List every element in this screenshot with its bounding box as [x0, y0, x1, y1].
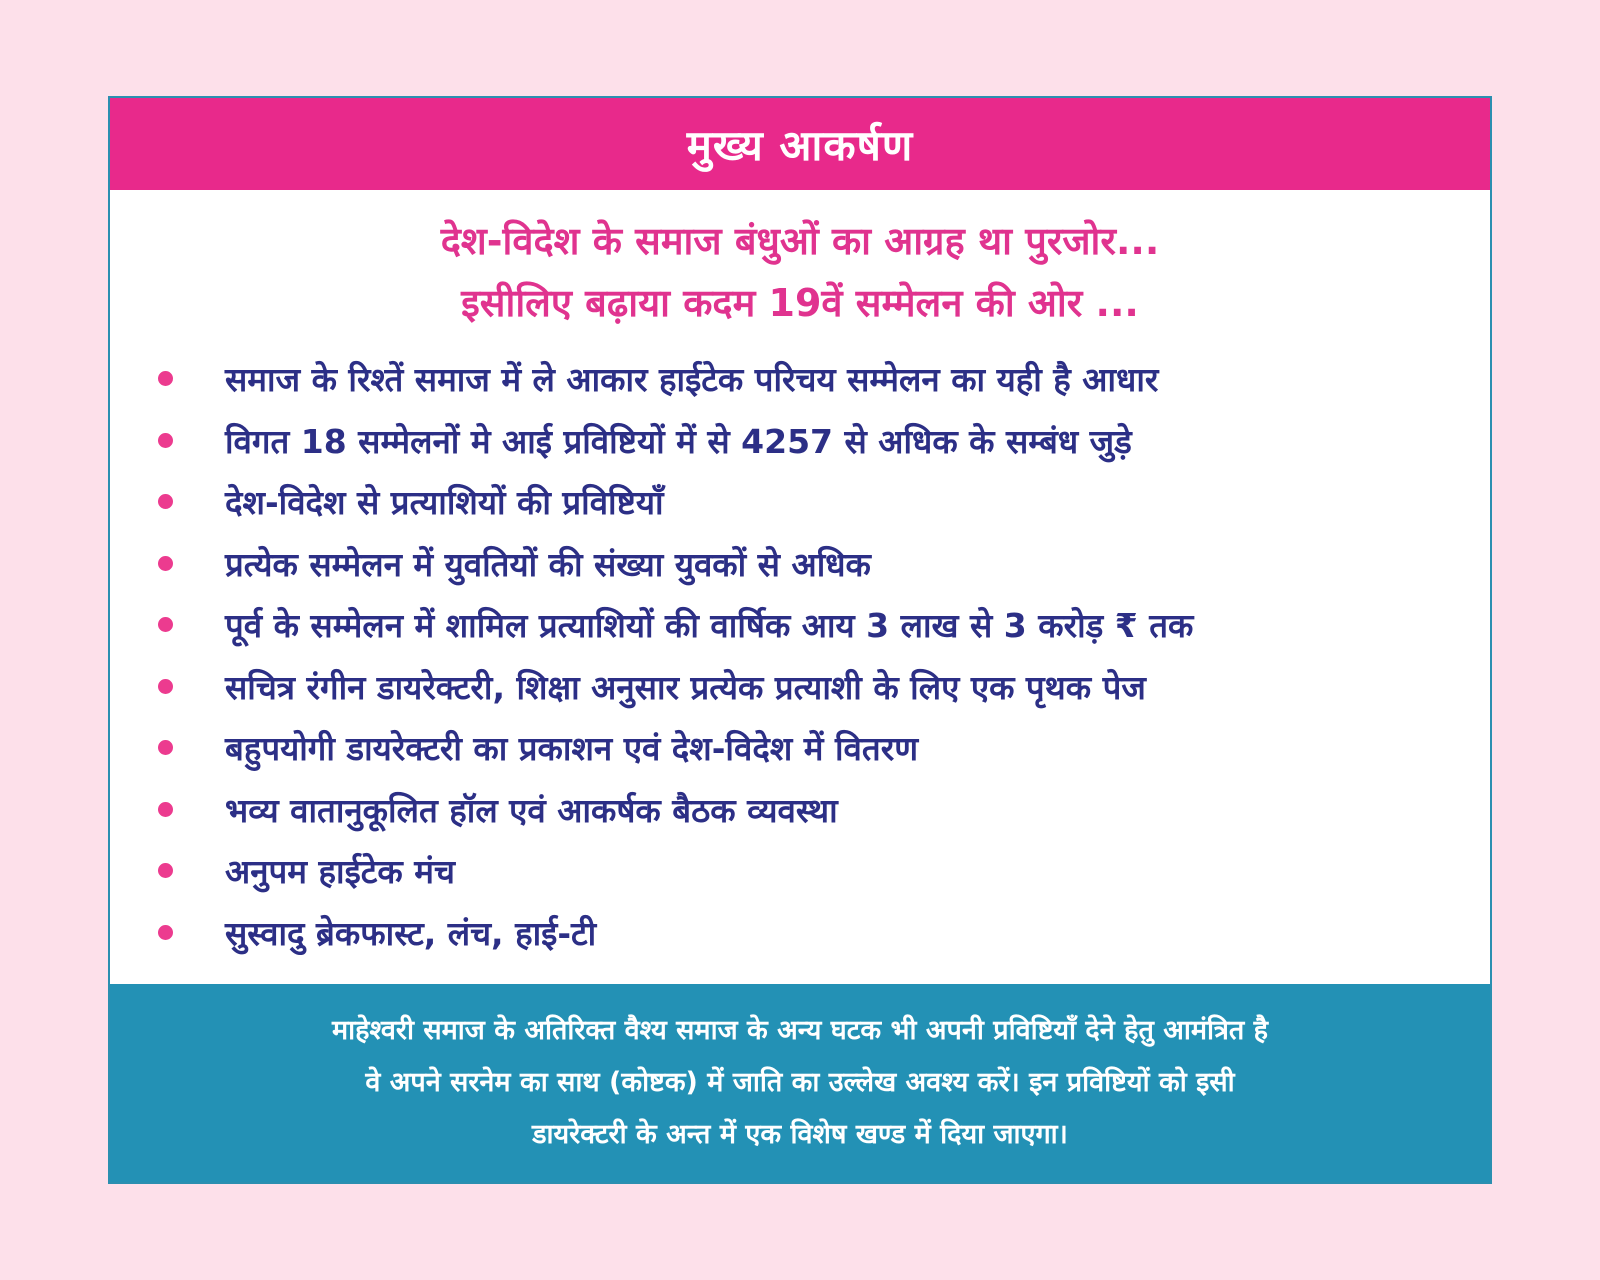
- bullet-icon: [158, 679, 173, 694]
- bullet-icon: [158, 802, 173, 817]
- list-item: [158, 533, 1478, 595]
- list-item-text: भव्य वातानुकूलित हॉल एवं आकर्षक बैठक व्यवस्था: [225, 790, 838, 830]
- bullet-icon: [158, 556, 173, 571]
- list-item: [158, 594, 1478, 656]
- list-item-text: विगत 18 सम्मेलनों मे आई प्रविष्टियों में से 4257 से अधिक के सम्बंध जुड़े: [225, 421, 1132, 461]
- bullet-icon: [158, 740, 173, 755]
- bullet-icon: [158, 494, 173, 509]
- list-item-text: पूर्व के सम्मेलन में शामिल प्रत्याशियों की वार्षिक आय 3 लाख से 3 करोड़ ₹ तक: [225, 606, 1194, 646]
- list-item: [158, 348, 1478, 410]
- attractions-list: [158, 348, 1478, 963]
- header-title: मुख्य आकर्षण: [686, 120, 914, 170]
- list-item-text: प्रत्येक सम्मेलन में युवतियों की संख्या युवकों से अधिक: [225, 544, 871, 584]
- list-item-text: सचित्र रंगीन डायरेक्टरी, शिक्षा अनुसार प्रत्येक प्रत्याशी के लिए एक पृथक पेज: [225, 667, 1146, 707]
- list-item-text: देश-विदेश से प्रत्याशियों की प्रविष्टियाँ: [225, 483, 664, 523]
- bullet-icon: [158, 617, 173, 632]
- list-item: [158, 840, 1478, 902]
- footer-line-1: माहेश्वरी समाज के अतिरिक्त वैश्य समाज के अन्य घटक भी अपनी प्रविष्टियाँ देने हेतु आमंत्रित है: [331, 1015, 1269, 1046]
- bullet-icon: [158, 925, 173, 940]
- list-item: [158, 656, 1478, 718]
- tagline-line-2: इसीलिए बढ़ाया कदम 19वें सम्मेलन की ओर ...: [461, 281, 1139, 325]
- attractions-card: [110, 98, 1490, 1182]
- bullet-icon: [158, 371, 173, 386]
- footer-banner: [110, 984, 1490, 1182]
- tagline-line-1: देश-विदेश के समाज बंधुओं का आग्रह था पुरजोर...: [440, 219, 1160, 263]
- list-item-text: सुस्वादु ब्रेकफास्ट, लंच, हाई-टी: [225, 913, 597, 953]
- list-item: [158, 471, 1478, 533]
- list-item-text: अनुपम हाईटेक मंच: [225, 852, 455, 892]
- footer-note: [332, 1005, 1268, 1161]
- list-item: [158, 717, 1478, 779]
- list-item-text: समाज के रिश्तें समाज में ले आकार हाईटेक परिचय सम्मेलन का यही है आधार: [225, 360, 1159, 400]
- footer-line-3: डायरेक्टरी के अन्त में एक विशेष खण्ड में दिया जाएगा।: [532, 1119, 1068, 1150]
- header-banner: [110, 98, 1490, 190]
- footer-line-2: वे अपने सरनेम का साथ (कोष्टक) में जाति का उल्लेख अवश्य करें। इन प्रविष्टियों को इसी: [365, 1067, 1235, 1098]
- list-item-text: बहुपयोगी डायरेक्टरी का प्रकाशन एवं देश-विदेश में वितरण: [225, 729, 919, 769]
- list-item: [158, 902, 1478, 964]
- bullet-icon: [158, 433, 173, 448]
- bullet-icon: [158, 863, 173, 878]
- list-item: [158, 779, 1478, 841]
- list-item: [158, 410, 1478, 472]
- tagline: [110, 210, 1490, 334]
